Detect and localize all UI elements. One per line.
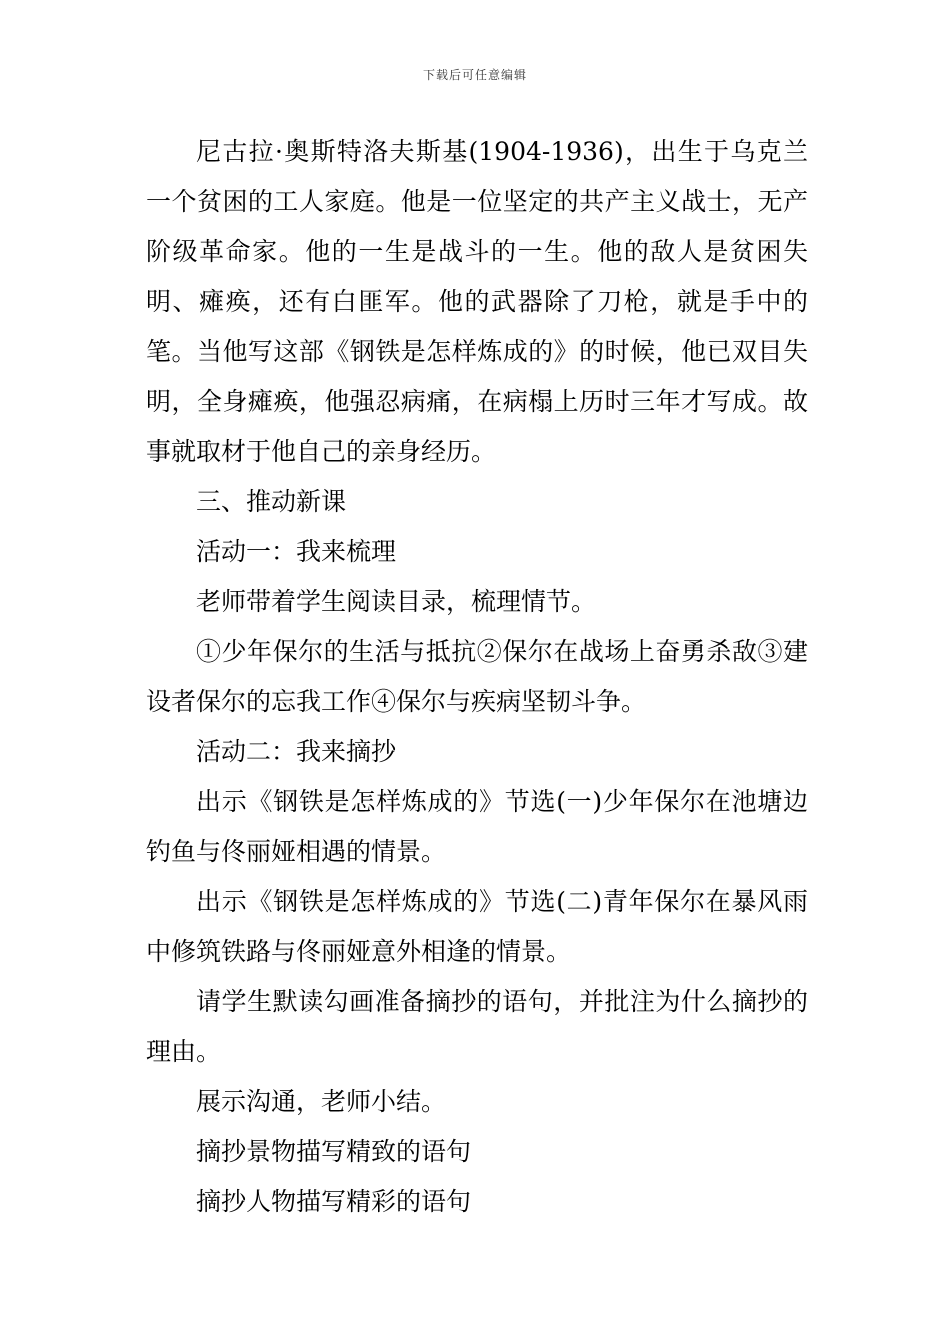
paragraph-plot-outline: ①少年保尔的生活与抵抗②保尔在战场上奋勇杀敌③建设者保尔的忘我工作④保尔与疾病坚韧斗争。	[146, 637, 808, 716]
paragraph-summary: 展示沟通，老师小结。	[196, 1087, 447, 1116]
paragraph-scenery-excerpt: 摘抄景物描写精致的语句	[196, 1137, 472, 1166]
paragraph-character-excerpt: 摘抄人物描写精彩的语句	[196, 1187, 472, 1216]
paragraph-read-contents: 老师带着学生阅读目录，梳理情节。	[196, 587, 597, 616]
activity-two-heading: 活动二：我来摘抄	[196, 737, 397, 766]
paragraph-excerpt-one: 出示《钢铁是怎样炼成的》节选(一)少年保尔在池塘边钓鱼与佟丽娅相遇的情景。	[146, 787, 808, 866]
section-heading: 三、推动新课	[196, 487, 347, 516]
paragraph-excerpt-two: 出示《钢铁是怎样炼成的》节选(二)青年保尔在暴风雨中修筑铁路与佟丽娅意外相逢的情景。	[146, 887, 808, 966]
activity-one-heading: 活动一：我来梳理	[196, 537, 397, 566]
page-header: 下载后可任意编辑	[422, 68, 527, 82]
paragraph-silent-reading: 请学生默读勾画准备摘抄的语句，并批注为什么摘抄的理由。	[146, 987, 808, 1066]
paragraph-author-bio: 尼古拉·奥斯特洛夫斯基(1904-1936)，出生于乌克兰一个贫困的工人家庭。他是一位坚定的共产主义战士，无产阶级革命家。他的一生是战斗的一生。他的敌人是贫困失明、瘫痪，还有白匪军。他的武器除了刀枪，就是手中的笔。当他写这部《钢铁是怎样炼成的》的时候，他已双目失明，全身瘫痪，他强忍病痛，在病榻上历时三年才写成。故事就取材于他自己的亲身经历。	[146, 137, 808, 466]
document-body	[146, 127, 808, 1227]
